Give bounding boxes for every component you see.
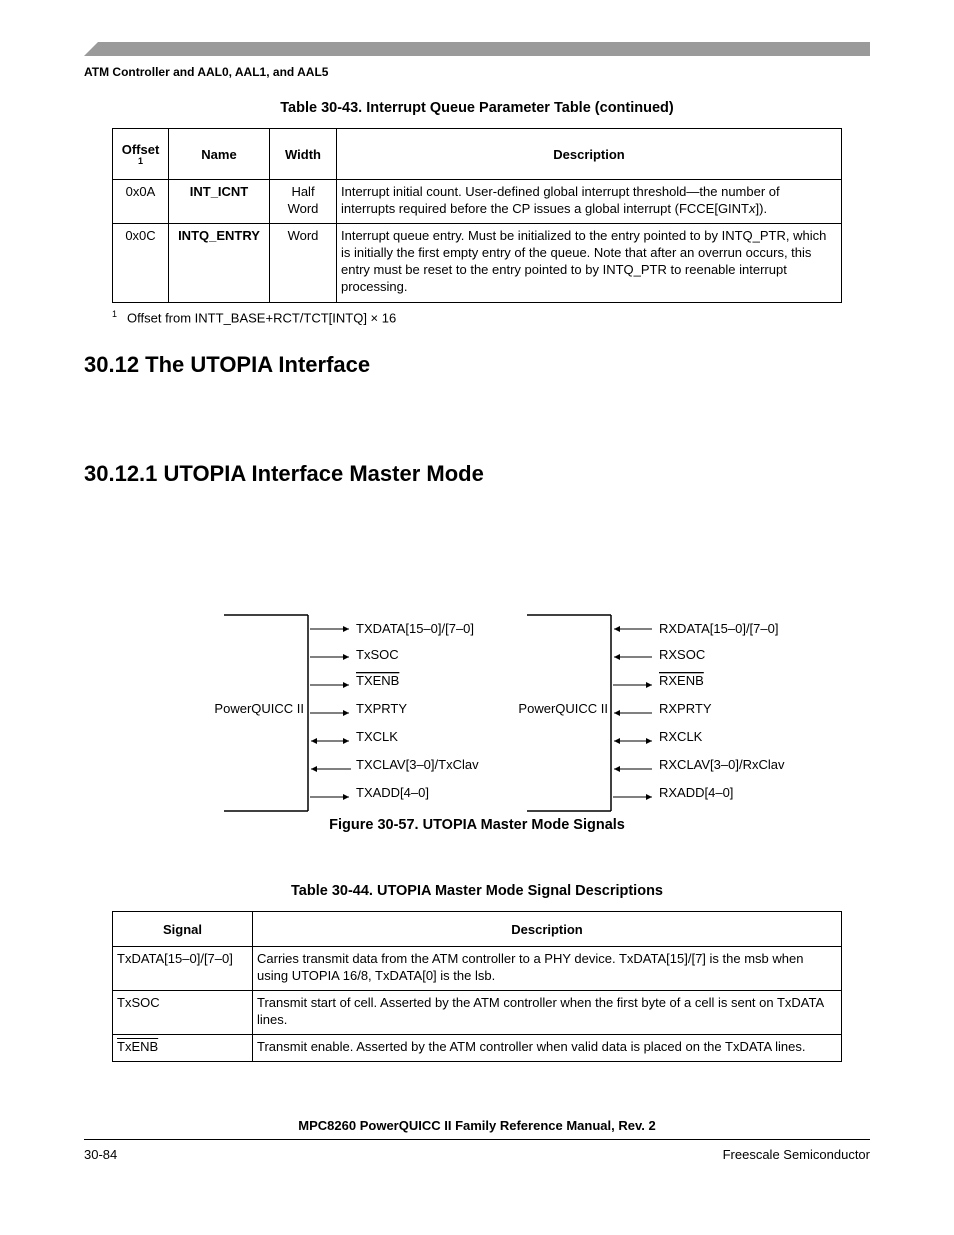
row-description: Transmit start of cell. Asserted by the ATM controller when the first byte of a cell is sent on TxDATA lines. bbox=[253, 991, 842, 1035]
header-bar bbox=[84, 42, 870, 56]
row-offset: 0x0A bbox=[113, 180, 169, 224]
page-number: 30-84 bbox=[84, 1147, 118, 1162]
rx-signal-label: RXCLK bbox=[659, 729, 703, 744]
signal-name-active-low: TxENB bbox=[117, 1039, 159, 1054]
section-heading: 30.12 The UTOPIA Interface bbox=[84, 352, 371, 377]
tx-block bbox=[214, 615, 308, 811]
row-offset: 0x0C bbox=[113, 224, 169, 303]
tx-signal-label: TXADD[4–0] bbox=[356, 785, 429, 800]
rx-signal-label: RXDATA[15–0]/[7–0] bbox=[659, 621, 779, 636]
offset-footnote-ref: 1 bbox=[137, 156, 143, 166]
rx-signal-label: RXENB bbox=[659, 673, 704, 688]
row-width: Word bbox=[270, 224, 337, 303]
table-row bbox=[113, 180, 842, 224]
table-row bbox=[113, 991, 842, 1035]
rx-signal-label: RXSOC bbox=[659, 647, 706, 662]
footer-divider bbox=[84, 1139, 870, 1140]
row-signal bbox=[113, 1035, 253, 1062]
tx-signal-label: TXCLAV[3–0]/TxClav bbox=[356, 757, 479, 772]
rx-signal-label: RXADD[4–0] bbox=[659, 785, 734, 800]
column-header-offset bbox=[113, 129, 169, 180]
footer-manual-title: MPC8260 PowerQUICC II Family Reference Manual, Rev. 2 bbox=[298, 1118, 656, 1133]
rx-signal-label: RXPRTY bbox=[659, 701, 712, 716]
row-description-text: Interrupt initial count. User-defined global interrupt threshold—the number of interrupts required before the CP issues a global interrupt (FCCE[GINT bbox=[341, 184, 780, 216]
table-header-row bbox=[113, 912, 842, 947]
table-43-caption: Table 30-43. Interrupt Queue Parameter Table (continued) bbox=[280, 100, 674, 116]
column-header-description: Description bbox=[253, 912, 842, 947]
table-row bbox=[113, 224, 842, 303]
column-header-width: Width bbox=[270, 129, 337, 180]
column-header-name: Name bbox=[169, 129, 270, 180]
row-description bbox=[337, 180, 842, 224]
row-description-end: ]). bbox=[755, 201, 768, 216]
tx-signal-label: TXCLK bbox=[356, 729, 398, 744]
row-width: Half Word bbox=[270, 180, 337, 224]
rx-block bbox=[518, 615, 611, 811]
table-44-caption: Table 30-44. UTOPIA Master Mode Signal Descriptions bbox=[291, 883, 663, 899]
table-header-row bbox=[113, 129, 842, 180]
tx-signal-label: TXPRTY bbox=[356, 701, 408, 716]
running-header: ATM Controller and AAL0, AAL1, and AAL5 bbox=[84, 65, 329, 79]
utopia-master-mode-figure bbox=[200, 605, 820, 815]
rx-signal-label: RXCLAV[3–0]/RxClav bbox=[659, 757, 785, 772]
row-signal: TxDATA[15–0]/[7–0] bbox=[113, 947, 253, 991]
tx-signal-label: TXDATA[15–0]/[7–0] bbox=[356, 621, 475, 636]
footnote-text: Offset from INTT_BASE+RCT/TCT[INTQ] × 16 bbox=[127, 310, 397, 326]
figure-caption: Figure 30-57. UTOPIA Master Mode Signals bbox=[329, 817, 625, 833]
row-description: Carries transmit data from the ATM controller to a PHY device. TxDATA[15]/[7] is the msb when using UTOPIA 16/8, TxDATA[0] is the lsb. bbox=[253, 947, 842, 991]
tx-signal-label: TXENB bbox=[356, 673, 400, 688]
table-row bbox=[113, 1035, 842, 1062]
row-description: Interrupt queue entry. Must be initialized to the entry pointed to by INTQ_PTR, which is initially the first empty entry of the queue. Note that after an overrun occurs, this entry must be reset to the entry pointed to by INTQ_PTR to reenable interrupt processing. bbox=[337, 224, 842, 303]
rx-block-label: PowerQUICC II bbox=[518, 701, 608, 716]
row-description-variable: x bbox=[749, 201, 756, 216]
offset-header-label: Offset bbox=[121, 142, 160, 157]
table-footnote bbox=[112, 309, 396, 325]
tx-signal-label: TxSOC bbox=[356, 647, 399, 662]
subsection-heading: 30.12.1 UTOPIA Interface Master Mode bbox=[84, 461, 484, 486]
row-name: INT_ICNT bbox=[169, 180, 270, 224]
column-header-signal: Signal bbox=[113, 912, 253, 947]
row-signal: TxSOC bbox=[113, 991, 253, 1035]
utopia-signal-descriptions-table bbox=[112, 911, 842, 1062]
table-row bbox=[113, 947, 842, 991]
tx-block-label: PowerQUICC II bbox=[214, 701, 304, 716]
row-description: Transmit enable. Asserted by the ATM controller when valid data is placed on the TxDATA lines. bbox=[253, 1035, 842, 1062]
footnote-mark: 1 bbox=[112, 309, 118, 319]
column-header-description: Description bbox=[337, 129, 842, 180]
publisher-name: Freescale Semiconductor bbox=[722, 1147, 870, 1162]
row-name: INTQ_ENTRY bbox=[169, 224, 270, 303]
interrupt-queue-parameter-table bbox=[112, 128, 842, 303]
